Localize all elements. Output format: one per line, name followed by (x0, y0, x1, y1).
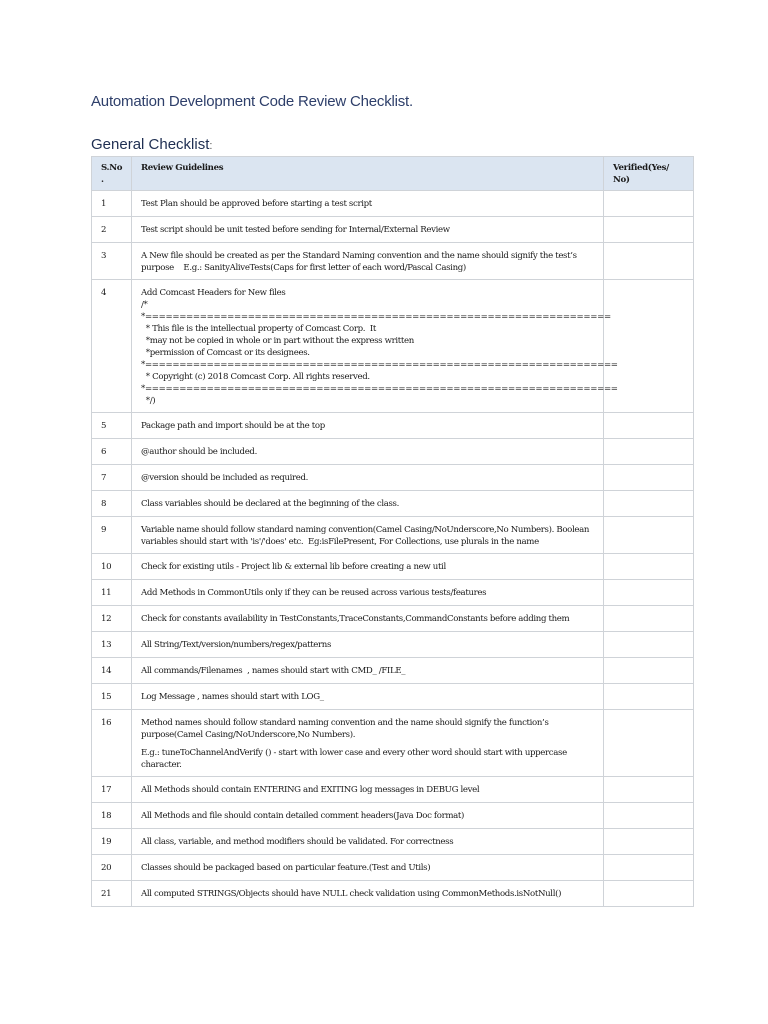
row-verified-cell[interactable] (604, 243, 694, 280)
row-verified-cell[interactable] (604, 829, 694, 855)
row-number: 9 (92, 517, 132, 554)
table-row (92, 191, 694, 217)
header-review-guidelines: Review Guidelines (132, 157, 604, 191)
row-number: 16 (92, 710, 132, 777)
guideline-text: Add Methods in CommonUtils only if they can be reused across various tests/features (141, 588, 487, 598)
row-number: 14 (92, 658, 132, 684)
row-verified-cell[interactable] (604, 777, 694, 803)
row-guideline (132, 554, 604, 580)
guideline-text: Check for constants availability in TestConstants,TraceConstants,CommandConstants before adding them (141, 614, 570, 624)
row-number: 18 (92, 803, 132, 829)
row-number: 19 (92, 829, 132, 855)
table-row (92, 439, 694, 465)
guideline-text: All commands/Filenames , names should start with CMD_ /FILE_ (141, 666, 406, 676)
row-verified-cell[interactable] (604, 803, 694, 829)
header-verified: Verified(Yes/ No) (604, 157, 694, 191)
row-number: 15 (92, 684, 132, 710)
table-row (92, 710, 694, 777)
section-title-colon: : (209, 140, 213, 152)
row-verified-cell[interactable] (604, 881, 694, 907)
guideline-text: Method names should follow standard naming convention and the name should signify the function’s purpose(Camel Casing/NoUnderscore,No Numbers). (141, 718, 551, 740)
row-guideline (132, 217, 604, 243)
table-row (92, 243, 694, 280)
row-verified-cell[interactable] (604, 580, 694, 606)
row-verified-cell[interactable] (604, 855, 694, 881)
guideline-note: E.g.: tuneToChannelAndVerify () - start with lower case and every other word should start with uppercase character. (141, 748, 570, 770)
review-checklist-table (91, 156, 694, 907)
guideline-text: All computed STRINGS/Objects should have NULL check validation using CommonMethods.isNotNull() (141, 889, 562, 899)
guideline-text: Test Plan should be approved before starting a test script (141, 199, 372, 209)
row-verified-cell[interactable] (604, 517, 694, 554)
row-guideline (132, 243, 604, 280)
guideline-text: @version should be included as required. (141, 473, 309, 483)
guideline-text: All String/Text/version/numbers/regex/patterns (141, 640, 332, 650)
row-guideline (132, 465, 604, 491)
row-guideline (132, 855, 604, 881)
guideline-text: All Methods and file should contain detailed comment headers(Java Doc format) (141, 811, 465, 821)
table-row (92, 684, 694, 710)
row-number: 7 (92, 465, 132, 491)
row-number: 13 (92, 632, 132, 658)
table-row (92, 658, 694, 684)
table-row (92, 855, 694, 881)
row-guideline (132, 710, 604, 777)
table-row (92, 829, 694, 855)
row-verified-cell[interactable] (604, 554, 694, 580)
row-number: 11 (92, 580, 132, 606)
row-number: 21 (92, 881, 132, 907)
guideline-text: Class variables should be declared at the beginning of the class. (141, 499, 400, 509)
guideline-text: Variable name should follow standard naming convention(Camel Casing/NoUnderscore,No Numbers). Boolean variables should start with 'is'/'does' etc. Eg:isFilePresent, For Collections, use plurals in the name (141, 525, 592, 547)
row-number: 10 (92, 554, 132, 580)
row-guideline (132, 881, 604, 907)
table-row (92, 465, 694, 491)
row-number: 6 (92, 439, 132, 465)
row-guideline (132, 803, 604, 829)
guideline-text: Check for existing utils - Project lib & external lib before creating a new util (141, 562, 446, 572)
section-title-text: General Checklist (91, 136, 210, 153)
table-row (92, 580, 694, 606)
table-row (92, 491, 694, 517)
guideline-text: Log Message , names should start with LOG_ (141, 692, 324, 702)
row-guideline (132, 491, 604, 517)
row-verified-cell[interactable] (604, 632, 694, 658)
table-row (92, 517, 694, 554)
row-verified-cell[interactable] (604, 710, 694, 777)
row-verified-cell[interactable] (604, 491, 694, 517)
document-title: Automation Development Code Review Checklist. (91, 93, 413, 110)
table-header-row (92, 157, 694, 191)
row-guideline (132, 413, 604, 439)
section-title (91, 136, 212, 153)
row-guideline (132, 777, 604, 803)
checklist-body (92, 191, 694, 907)
guideline-text: Test script should be unit tested before sending for Internal/External Review (141, 225, 450, 235)
row-guideline (132, 191, 604, 217)
row-verified-cell[interactable] (604, 606, 694, 632)
table-row (92, 280, 694, 413)
row-verified-cell[interactable] (604, 658, 694, 684)
row-guideline (132, 606, 604, 632)
row-verified-cell[interactable] (604, 465, 694, 491)
table-row (92, 554, 694, 580)
row-verified-cell[interactable] (604, 191, 694, 217)
table-row (92, 632, 694, 658)
row-verified-cell[interactable] (604, 217, 694, 243)
header-sno: S.No . (92, 157, 132, 191)
row-number: 5 (92, 413, 132, 439)
guideline-text: All Methods should contain ENTERING and EXITING log messages in DEBUG level (141, 785, 480, 795)
table-row (92, 881, 694, 907)
row-guideline (132, 658, 604, 684)
row-number: 8 (92, 491, 132, 517)
row-guideline (132, 684, 604, 710)
row-number: 1 (92, 191, 132, 217)
row-guideline (132, 280, 618, 413)
table-row (92, 413, 694, 439)
guideline-text: Add Comcast Headers for New files /* *==================================================================== * This file is the intellectual property of Comcast Corp. It *may not be copied in whole or in part without the express written *permission of Comcast or its designees. *===================================================================== * Copyright (c) 2018 Comcast Corp. All rights reserved. *===================================================================== */) (141, 288, 618, 406)
row-guideline (132, 632, 604, 658)
row-guideline (132, 439, 604, 465)
guideline-text: All class, variable, and method modifiers should be validated. For correctness (141, 837, 454, 847)
row-guideline (132, 517, 604, 554)
row-number: 4 (92, 280, 132, 413)
row-number: 20 (92, 855, 132, 881)
table-row (92, 217, 694, 243)
guideline-text: @author should be included. (141, 447, 257, 457)
row-verified-cell[interactable] (604, 684, 694, 710)
row-number: 2 (92, 217, 132, 243)
row-verified-cell[interactable] (604, 439, 694, 465)
table-row (92, 777, 694, 803)
row-number: 17 (92, 777, 132, 803)
row-guideline (132, 829, 604, 855)
guideline-text: Package path and import should be at the top (141, 421, 325, 431)
guideline-text: Classes should be packaged based on particular feature.(Test and Utils) (141, 863, 431, 873)
table-row (92, 803, 694, 829)
row-guideline (132, 580, 604, 606)
table-row (92, 606, 694, 632)
row-verified-cell[interactable] (604, 413, 694, 439)
guideline-text: A New file should be created as per the Standard Naming convention and the name should signify the test’s purpose E.g.: SanityAliveTests(Caps for first letter of each word/Pascal Casing) (141, 251, 580, 273)
row-number: 12 (92, 606, 132, 632)
row-number: 3 (92, 243, 132, 280)
